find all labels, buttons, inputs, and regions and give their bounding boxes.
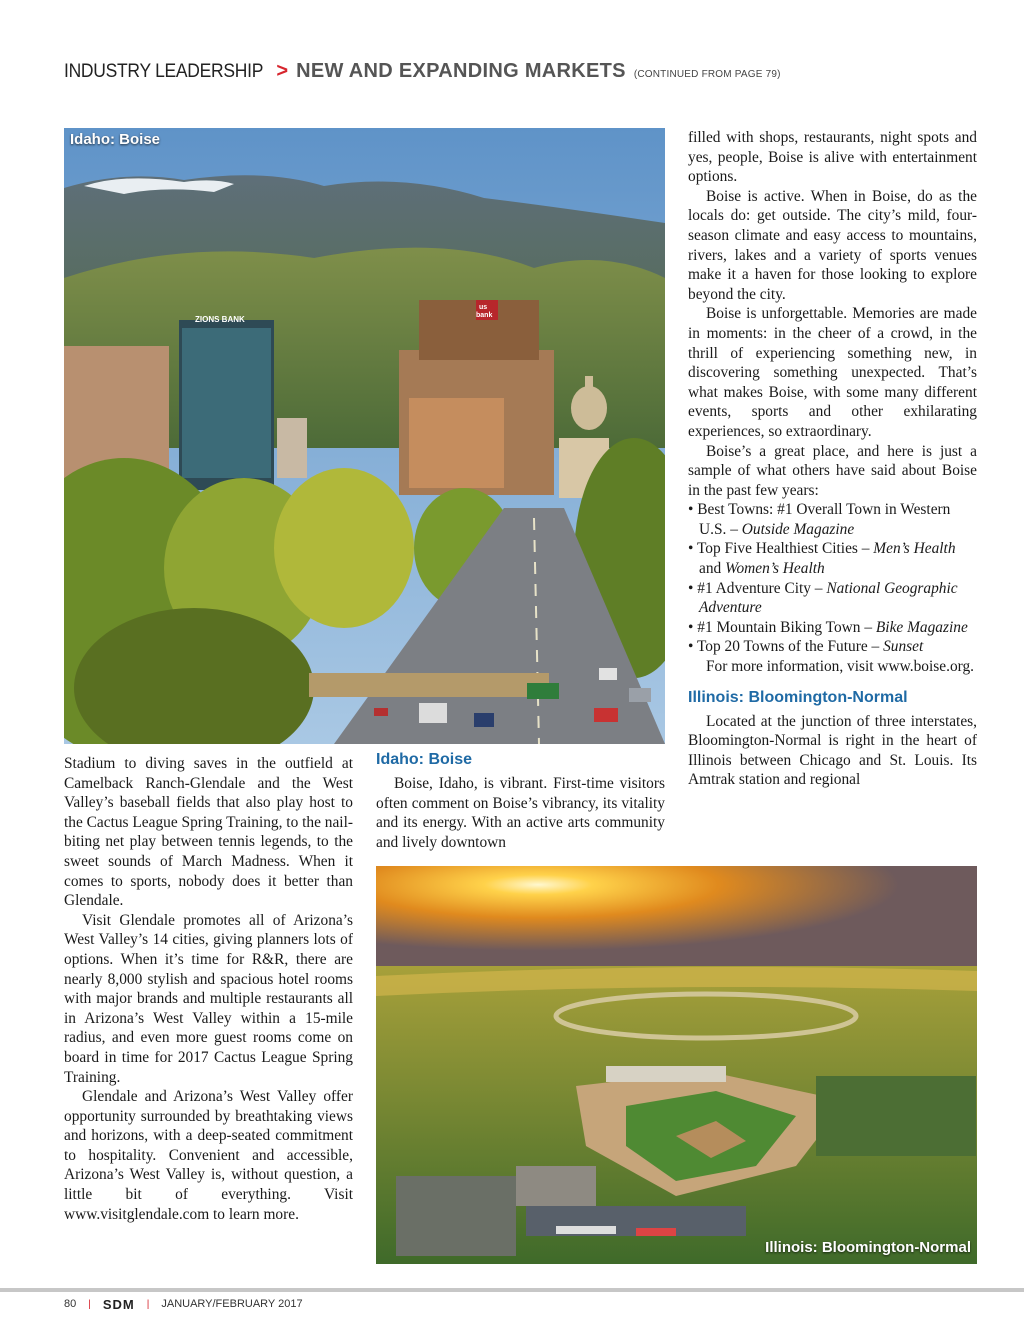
boise-active-paragraph: Boise is active. When in Boise, do as the locals do: get outside. The city’s mild, four-season climate and easy access to mountains, rivers, lakes and a variety of sports venues make it a haven for those looking to explore beyond the city.: [688, 187, 977, 303]
boise-heading: Idaho: Boise: [376, 751, 473, 768]
footer-separator: |: [146, 1298, 150, 1310]
bloomington-stadium-image: [376, 866, 977, 1264]
boise-unforgettable-paragraph: Boise is unforgettable. Memories are made in moments: in the cheer of a crowd, in the thrill of experiencing something new, in discovering something unexpected. That’s what makes Boise, with some many different events, sports and other exhilarating experiences, so extraordinary.: [688, 305, 977, 440]
zions-bank-sign: ZIONS BANK: [195, 315, 245, 324]
section-label: INDUSTRY LEADERSHIP: [64, 61, 264, 82]
boise-sample-paragraph: Boise’s a great place, and here is just a sample of what others have said about Boise in the past few years:: [688, 442, 977, 499]
boise-intro-paragraph: Boise, Idaho, is vibrant. First-time visitors often comment on Boise’s vibrancy, its vitality and its energy. With an active arts community and lively downtown: [376, 775, 665, 851]
breadcrumb-arrow-icon: >: [276, 60, 289, 82]
magazine-logo: SDM: [102, 1296, 135, 1312]
list-item: • Top Five Healthiest Cities – Men’s Health and Women’s Health: [688, 539, 977, 578]
list-item: • Top 20 Towns of the Future – Sunset: [688, 637, 977, 657]
issue-date: JANUARY/FEBRUARY 2017: [161, 1298, 303, 1310]
section-header: [64, 60, 964, 88]
footer-divider: [0, 1288, 1024, 1292]
list-item: • Best Towns: #1 Overall Town in Western U.S. – Outside Magazine: [688, 500, 977, 539]
bloomington-photo-caption: Illinois: Bloomington-Normal: [765, 1239, 971, 1256]
us-bank-sign-line1: us: [479, 304, 488, 311]
boise-photo-caption: Idaho: Boise: [70, 131, 161, 148]
page-footer: [64, 1296, 303, 1312]
list-item: • #1 Adventure City – National Geographic Adventure: [688, 579, 977, 618]
boise-more-info: For more information, visit www.boise.org.: [706, 658, 975, 676]
us-bank-sign-line2: bank: [476, 312, 493, 319]
list-item: • #1 Mountain Biking Town – Bike Magazine: [688, 618, 977, 638]
glendale-paragraph-2: Visit Glendale promotes all of Arizona’s West Valley’s 14 cities, giving planners lots of options. When it’s time for R&R, there are nearly 8,000 stylish and spacious hotel rooms with major brands and multiple restaurants all in Arizona’s West Valley within a 15-mile radius, and even more guest rooms come on board in time for 2017 Cactus League Spring Training.: [64, 911, 353, 1086]
section-title: NEW AND EXPANDING MARKETS: [296, 60, 626, 82]
middle-column: [376, 750, 665, 852]
boise-cityscape-image: [64, 128, 665, 744]
boise-awards-list: [688, 500, 977, 657]
page-number: 80: [64, 1298, 77, 1310]
continued-note: (CONTINUED FROM PAGE 79): [633, 69, 781, 80]
footer-separator: |: [88, 1298, 91, 1310]
boise-paragraph-2: filled with shops, restaurants, night spots and yes, people, Boise is alive with entertainment options.: [688, 129, 977, 186]
glendale-paragraph-1: Stadium to diving saves in the outfield at Camelback Ranch-Glendale and the West Valley’s baseball fields that also play host to the Cactus League Spring Training, to the nail-biting net play between tennis legends, to the sweet sounds of March Madness. When it comes to sports, nobody does it better than Glendale.: [64, 755, 353, 910]
bloomington-photo: [376, 866, 977, 1264]
bloomington-heading: Illinois: Bloomington-Normal: [688, 688, 908, 706]
left-column: [64, 754, 353, 1224]
glendale-paragraph-3: Glendale and Arizona’s West Valley offer opportunity surrounded by breathtaking views and horizons, with a deep-seated commitment to hospitality. Convenient and accessible, Arizona’s West Valley is, without question, a little bit of everything. Visit www.visitglendale.com to learn more.: [64, 1088, 353, 1223]
right-column: [688, 128, 977, 790]
boise-photo: [64, 128, 665, 744]
bloomington-paragraph: Located at the junction of three interstates, Bloomington-Normal is right in the heart of Illinois between Chicago and St. Louis. Its Amtrak station and regional: [688, 712, 977, 789]
